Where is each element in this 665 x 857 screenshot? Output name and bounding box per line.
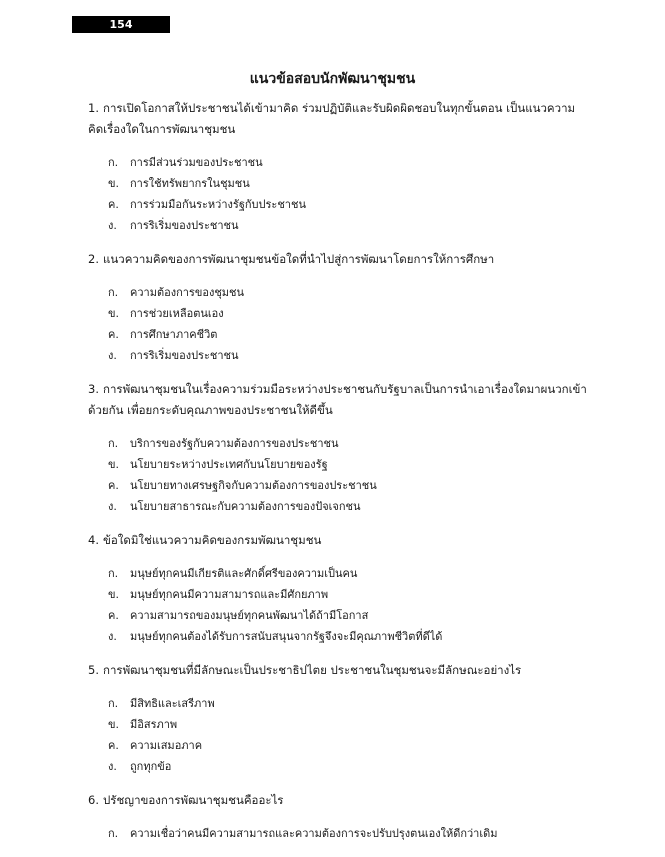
option-item [108, 475, 588, 496]
option-letter: ค. [108, 198, 119, 211]
option-item [108, 433, 588, 454]
option-letter: ข. [108, 588, 120, 601]
question-list [88, 98, 588, 857]
question-text [88, 249, 588, 270]
option-item [108, 693, 588, 714]
option-letter: ง. [108, 219, 117, 232]
option-item [108, 303, 588, 324]
option-item [108, 454, 588, 475]
option-letter: ก. [108, 437, 119, 450]
option-list [108, 152, 588, 236]
question-block [88, 98, 588, 236]
question-body: การพัฒนาชุมชนที่มีลักษณะเป็นประชาธิปไตย ประชาชนในชุมชนจะมีลักษณะอย่างไร [102, 663, 522, 677]
option-list [108, 693, 588, 777]
option-text: มนุษย์ทุกคนมีเกียรติและศักดิ์ศรีของความเป็นคน [130, 567, 358, 580]
question-block [88, 790, 588, 844]
option-letter: ข. [108, 718, 120, 731]
option-text: การริเริ่มของประชาชน [130, 219, 239, 232]
option-letter: ค. [108, 328, 119, 341]
page-number-bar [72, 16, 170, 33]
option-item [108, 714, 588, 735]
option-text: มนุษย์ทุกคนต้องได้รับการสนับสนุนจากรัฐจึงจะมีคุณภาพชีวิตที่ดีได้ [130, 630, 443, 643]
page-title: แนวข้อสอบนักพัฒนาชุมชน [249, 71, 416, 87]
option-letter: ง. [108, 349, 117, 362]
option-text: การศึกษาภาคชีวิต [130, 328, 218, 341]
question-block [88, 660, 588, 777]
option-letter: ก. [108, 156, 119, 169]
option-letter: ก. [108, 827, 119, 840]
option-letter: ง. [108, 760, 117, 773]
option-text: การช่วยเหลือตนเอง [130, 307, 224, 320]
option-text: การร่วมมือกันระหว่างรัฐกับประชาชน [130, 198, 306, 211]
option-text: ความสามารถของมนุษย์ทุกคนพัฒนาได้ถ้ามีโอกาส [130, 609, 369, 622]
option-text: มนุษย์ทุกคนมีความสามารถและมีศักยภาพ [130, 588, 329, 601]
question-text [88, 379, 588, 421]
page-number: 154 [109, 18, 133, 31]
option-item [108, 282, 588, 303]
option-item [108, 194, 588, 215]
question-text [88, 790, 588, 811]
option-item [108, 173, 588, 194]
option-item [108, 345, 588, 366]
option-item [108, 605, 588, 626]
option-item [108, 735, 588, 756]
option-text: การริเริ่มของประชาชน [130, 349, 239, 362]
option-item [108, 756, 588, 777]
option-text: มีสิทธิและเสรีภาพ [130, 697, 215, 710]
option-text: มีอิสรภาพ [130, 718, 178, 731]
option-list [108, 823, 588, 844]
question-number: 1. [88, 101, 99, 115]
option-list [108, 282, 588, 366]
option-letter: ง. [108, 630, 117, 643]
option-text: ถูกทุกข้อ [130, 760, 172, 773]
option-text: ความเสมอภาค [130, 739, 203, 752]
option-item [108, 152, 588, 173]
question-block [88, 379, 588, 517]
question-body: การเปิดโอกาสให้ประชาชนได้เข้ามาคิด ร่วมปฏิบัติและรับผิดผิดชอบในทุกขั้นตอน เป็นแนวความคิดเรื่องใดในการพัฒนาชุมชน [88, 101, 576, 136]
question-body: ข้อใดมิใช่แนวความคิดของกรมพัฒนาชุมชน [102, 533, 322, 547]
question-block [88, 530, 588, 647]
option-text: ความต้องการของชุมชน [130, 286, 245, 299]
question-text [88, 660, 588, 681]
option-letter: ข. [108, 458, 120, 471]
option-list [108, 563, 588, 647]
question-number: 5. [88, 663, 99, 677]
option-item [108, 626, 588, 647]
question-body: การพัฒนาชุมชนในเรื่องความร่วมมือระหว่างประชาชนกับรัฐบาลเป็นการนำเอาเรื่องใดมาผนวกเข้าด้วยกัน เพื่อยกระดับคุณภาพของประชาชนให้ดีขึ้น [88, 382, 587, 417]
option-letter: ก. [108, 567, 119, 580]
option-list [108, 433, 588, 517]
question-text [88, 530, 588, 551]
option-letter: ค. [108, 609, 119, 622]
option-item [108, 584, 588, 605]
question-text [88, 98, 588, 140]
question-number: 2. [88, 252, 99, 266]
option-item [108, 496, 588, 517]
option-letter: ข. [108, 307, 120, 320]
option-item [108, 823, 588, 844]
question-body: แนวความคิดของการพัฒนาชุมชนข้อใดที่นำไปสู่การพัฒนาโดยการให้การศึกษา [102, 252, 495, 266]
option-letter: ค. [108, 739, 119, 752]
option-text: การมีส่วนร่วมของประชาชน [130, 156, 263, 169]
option-letter: ง. [108, 500, 117, 513]
question-body: ปรัชญาของการพัฒนาชุมชนคืออะไร [102, 793, 284, 807]
question-block [88, 249, 588, 366]
option-letter: ก. [108, 697, 119, 710]
option-item [108, 215, 588, 236]
option-item [108, 563, 588, 584]
option-item [108, 324, 588, 345]
option-text: นโยบายสาธารณะกับความต้องการของปัจเจกชน [130, 500, 361, 513]
question-number: 3. [88, 382, 99, 396]
option-text: บริการของรัฐกับความต้องการของประชาชน [130, 437, 339, 450]
option-letter: ค. [108, 479, 119, 492]
question-number: 6. [88, 793, 99, 807]
question-number: 4. [88, 533, 99, 547]
option-text: ความเชื่อว่าคนมีความสามารถและความต้องการจะปรับปรุงตนเองให้ดีกว่าเดิม [130, 827, 498, 840]
option-letter: ข. [108, 177, 120, 190]
option-letter: ก. [108, 286, 119, 299]
option-text: การใช้ทรัพยากรในชุมชน [130, 177, 250, 190]
option-text: นโยบายระหว่างประเทศกับนโยบายของรัฐ [130, 458, 328, 471]
option-text: นโยบายทางเศรษฐกิจกับความต้องการของประชาชน [130, 479, 377, 492]
